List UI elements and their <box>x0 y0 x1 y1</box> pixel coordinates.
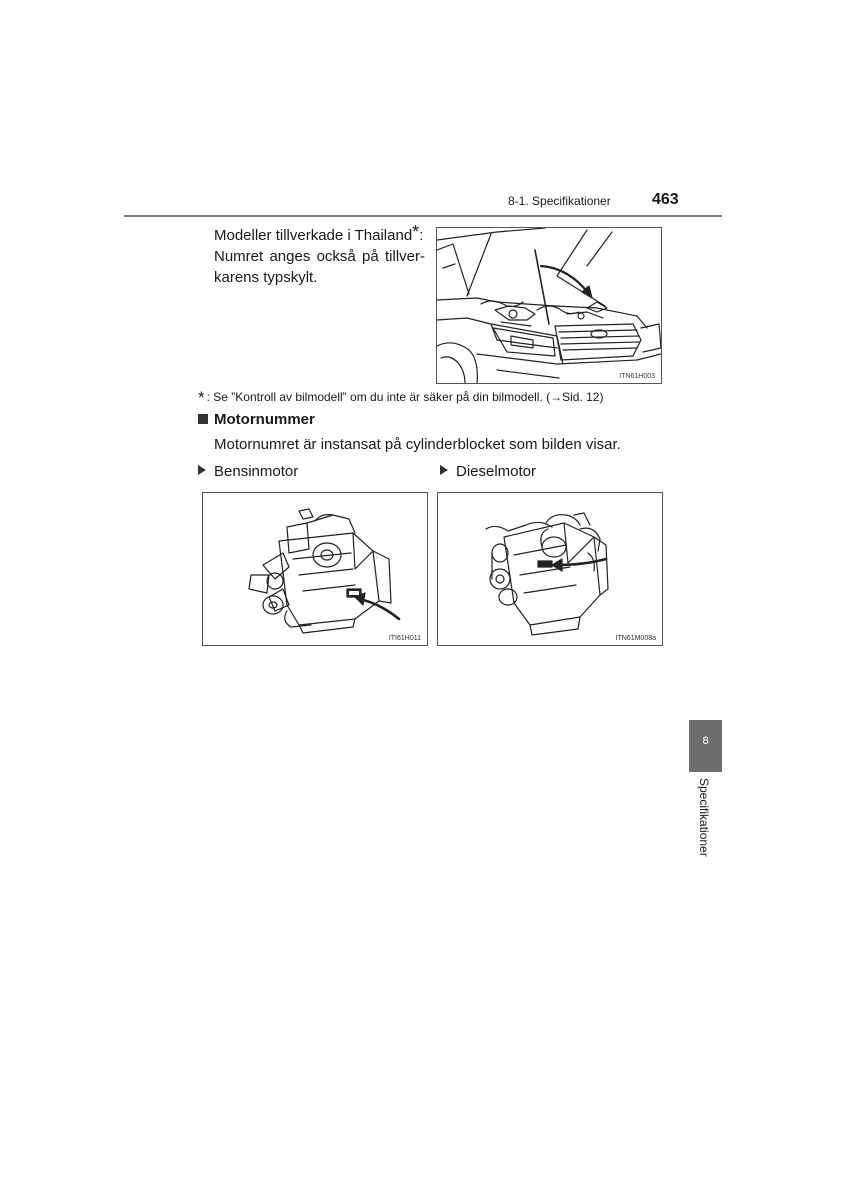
diesel-engine-illustration <box>438 493 662 645</box>
diesel-engine-figure <box>437 492 663 646</box>
chapter-tab[interactable] <box>689 720 722 772</box>
page-number: 463 <box>652 191 679 208</box>
petrol-engine-text: Bensinmotor <box>214 463 299 480</box>
chapter-tab-label: Specifikationer <box>697 778 711 857</box>
asterisk-mark: * <box>412 222 420 242</box>
triangle-bullet-icon <box>440 465 448 475</box>
footnote-mark: * <box>198 388 205 407</box>
chapter-tab-number: 8 <box>702 735 709 747</box>
petrol-engine-illustration <box>203 493 427 645</box>
figure-code: ITI61H011 <box>388 635 421 642</box>
intro-line-3: karens typskylt. <box>214 269 318 286</box>
intro-colon: : <box>419 227 424 244</box>
intro-line-2: Numret anges också på tillver- <box>214 248 425 265</box>
diesel-engine-text: Dieselmotor <box>456 463 537 480</box>
header-rule <box>124 215 722 217</box>
petrol-engine-figure <box>202 492 428 646</box>
vehicle-illustration <box>437 228 661 383</box>
triangle-bullet-icon <box>198 465 206 475</box>
section-heading <box>198 411 315 428</box>
section-body: Motornumret är instansat på cylinderblocket som bilden visar. <box>214 436 621 453</box>
footnote-text: : Se ”Kontroll av bilmodell” om du inte är säker på din bilmodell. (→Sid. 12) <box>206 390 604 404</box>
running-header-section: 8-1. Specifikationer <box>508 194 611 208</box>
intro-line-1 <box>214 222 425 246</box>
square-bullet-icon <box>198 414 208 424</box>
diesel-engine-label <box>440 463 536 480</box>
footnote <box>198 388 603 408</box>
vehicle-hood-figure <box>436 227 662 384</box>
figure-code: ITN61H003 <box>619 373 655 380</box>
petrol-engine-label <box>198 463 298 480</box>
section-heading-text: Motornummer <box>214 411 315 428</box>
intro-paragraph <box>214 222 425 288</box>
intro-line-1-text: Modeller tillverkade i Thailand <box>214 227 413 244</box>
figure-code: ITN61M008a <box>615 635 656 642</box>
